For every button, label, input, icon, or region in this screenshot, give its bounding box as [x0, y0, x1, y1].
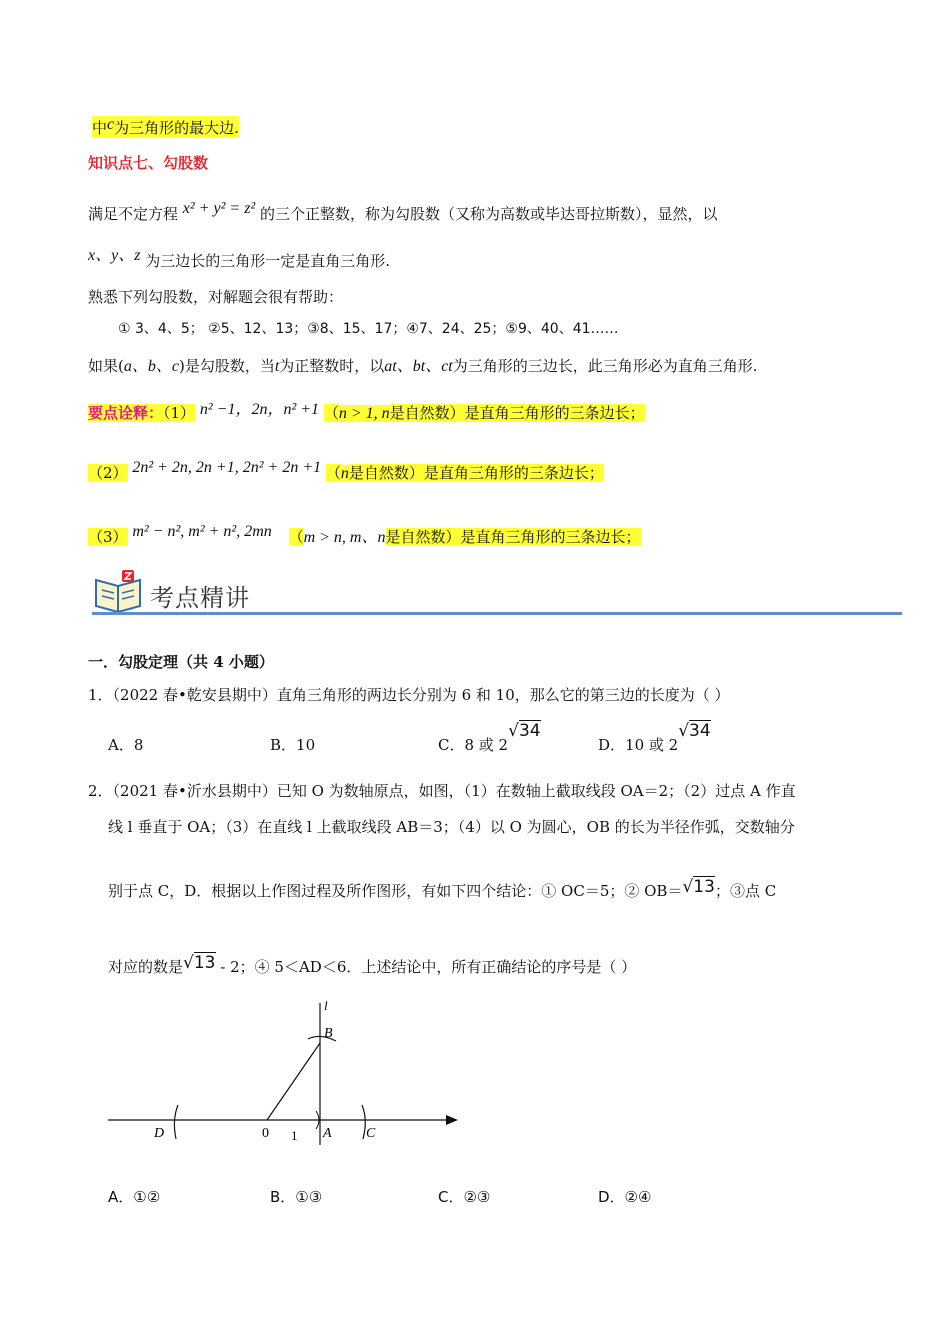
text: （ — [288, 528, 304, 546]
label-c: C — [366, 1126, 376, 1141]
q1-option-b[interactable]: B．10 — [270, 736, 316, 754]
text: 对应的数是 — [108, 958, 184, 976]
math-condition: n > 1, n — [338, 405, 390, 422]
math-expression: n² −1，2n，n² +1 — [199, 401, 320, 418]
text: 是自然数）是直角三角形的三条边长； — [385, 528, 641, 546]
q1-stem: 1．（2022 春•乾安县期中）直角三角形的两边长分别为 6 和 10，那么它的第三边的长度为（ ） — [88, 686, 730, 704]
text: 为正整数时，以 — [279, 357, 385, 375]
math-var: c — [107, 116, 115, 133]
text: ；③点 C — [714, 882, 777, 900]
q2-line3 — [108, 877, 777, 901]
sqrt-sign: √ — [508, 721, 519, 741]
axis-arrow — [446, 1115, 458, 1125]
kp7-line1 — [88, 200, 718, 224]
pythagorean-triples: ① 3、4、5； ②5、12、13；③8、15、17；④7、24、25；⑤9、40、41…… — [118, 321, 619, 337]
label-d: D — [154, 1126, 165, 1141]
q1-option-c[interactable] — [438, 721, 541, 755]
math-expression: m² − n², m² + n², 2mn — [132, 523, 272, 540]
kp7-line3: 熟悉下列勾股数，对解题会很有帮助： — [88, 288, 344, 306]
equation: x² + y² = z² — [182, 200, 256, 217]
math-expression: 2n² + 2n, 2n +1, 2n² + 2n +1 — [132, 459, 322, 476]
math-vars: a、b、c — [123, 358, 179, 375]
segment-ob — [267, 1043, 320, 1120]
sqrt-sign: √ — [183, 953, 194, 973]
banner-title: 考点精讲 — [150, 584, 250, 612]
note-number: （2） — [88, 464, 128, 482]
math-vars: x、y、z — [88, 247, 141, 264]
label-one: 1 — [291, 1128, 298, 1143]
section-title: 一．勾股定理（共 4 小题） — [88, 653, 274, 671]
q2-option-c[interactable]: C．②③ — [438, 1188, 491, 1206]
kp7-line2 — [88, 248, 390, 271]
q2-option-d[interactable]: D．②④ — [598, 1188, 652, 1206]
sqrt-sign: √ — [682, 877, 694, 897]
q2-line1: 2．（2021 春•沂水县期中）已知 O 为数轴原点，如图，（1）在数轴上截取线段 OA＝2；（2）过点 A 作直 — [88, 782, 796, 800]
radicand: 34 — [518, 721, 541, 741]
text: 如果( — [88, 357, 124, 375]
note-2 — [88, 459, 604, 483]
notes-label: 要点诠释： — [88, 404, 164, 422]
note-number: （3） — [88, 528, 128, 546]
text: 别于点 C，D．根据以上作图过程及所作图形，有如下四个结论：① OC＝5；② OB＝ — [108, 882, 683, 900]
arc-d — [174, 1105, 178, 1139]
arc-c — [362, 1105, 365, 1139]
note-1 — [88, 400, 645, 423]
text: 的三个正整数，称为勾股数（又称为高数或毕达哥拉斯数），显然，以 — [260, 205, 718, 223]
label-a: A — [323, 1126, 332, 1141]
note-number: （1） — [163, 404, 196, 422]
text: （ — [325, 464, 341, 482]
option-text: D．10 或 2 — [598, 736, 679, 754]
note-3 — [88, 524, 641, 547]
knowledge-end-line — [92, 116, 239, 138]
math-condition: n — [340, 465, 349, 482]
radicand: 13 — [693, 877, 715, 897]
q2-line4 — [108, 953, 637, 977]
text: （ — [323, 404, 339, 422]
math-vars: at、bt、ct — [384, 358, 453, 375]
text: 满足不定方程 — [88, 205, 179, 223]
number-line-figure — [100, 995, 480, 1155]
q1-option-d[interactable] — [598, 721, 711, 755]
text: 为三角形的最大边. — [114, 119, 239, 137]
kp7-line5 — [88, 353, 758, 376]
q2-option-a[interactable]: A．①② — [108, 1188, 161, 1206]
option-text: C．8 或 2 — [438, 736, 509, 754]
text: )是勾股数，当 — [178, 357, 275, 375]
label-b: B — [324, 1026, 333, 1041]
sqrt-sign: √ — [678, 721, 690, 741]
radicand: 34 — [689, 721, 711, 741]
label-l: l — [324, 998, 328, 1013]
q2-line2: 线 l 垂直于 OA；（3）在直线 l 上截取线段 AB＝3；（4）以 O 为圆心，OB 的长为半径作弧，交数轴分 — [108, 818, 795, 836]
math-var: t — [274, 358, 280, 375]
math-condition: m > n, m、n — [303, 529, 386, 546]
q2-option-b[interactable]: B．①③ — [270, 1188, 323, 1206]
text: 是自然数）是直角三角形的三条边长； — [348, 464, 604, 482]
text: 是自然数）是直角三角形的三条边长； — [389, 404, 645, 422]
book-icon — [92, 568, 152, 616]
banner-divider — [92, 612, 902, 615]
section-heading: 知识点七、勾股数 — [88, 154, 209, 172]
label-origin: 0 — [262, 1126, 269, 1141]
text: 为三角形的三边长，此三角形必为直角三角形. — [452, 357, 758, 375]
text: 为三边长的三角形一定是直角三角形. — [145, 252, 390, 270]
q1-option-a[interactable]: A．8 — [108, 736, 144, 754]
text: - 2；④ 5＜AD＜6．上述结论中，所有正确结论的序号是（ ） — [215, 958, 637, 976]
text: 中 — [92, 119, 108, 137]
radicand: 13 — [193, 953, 216, 973]
